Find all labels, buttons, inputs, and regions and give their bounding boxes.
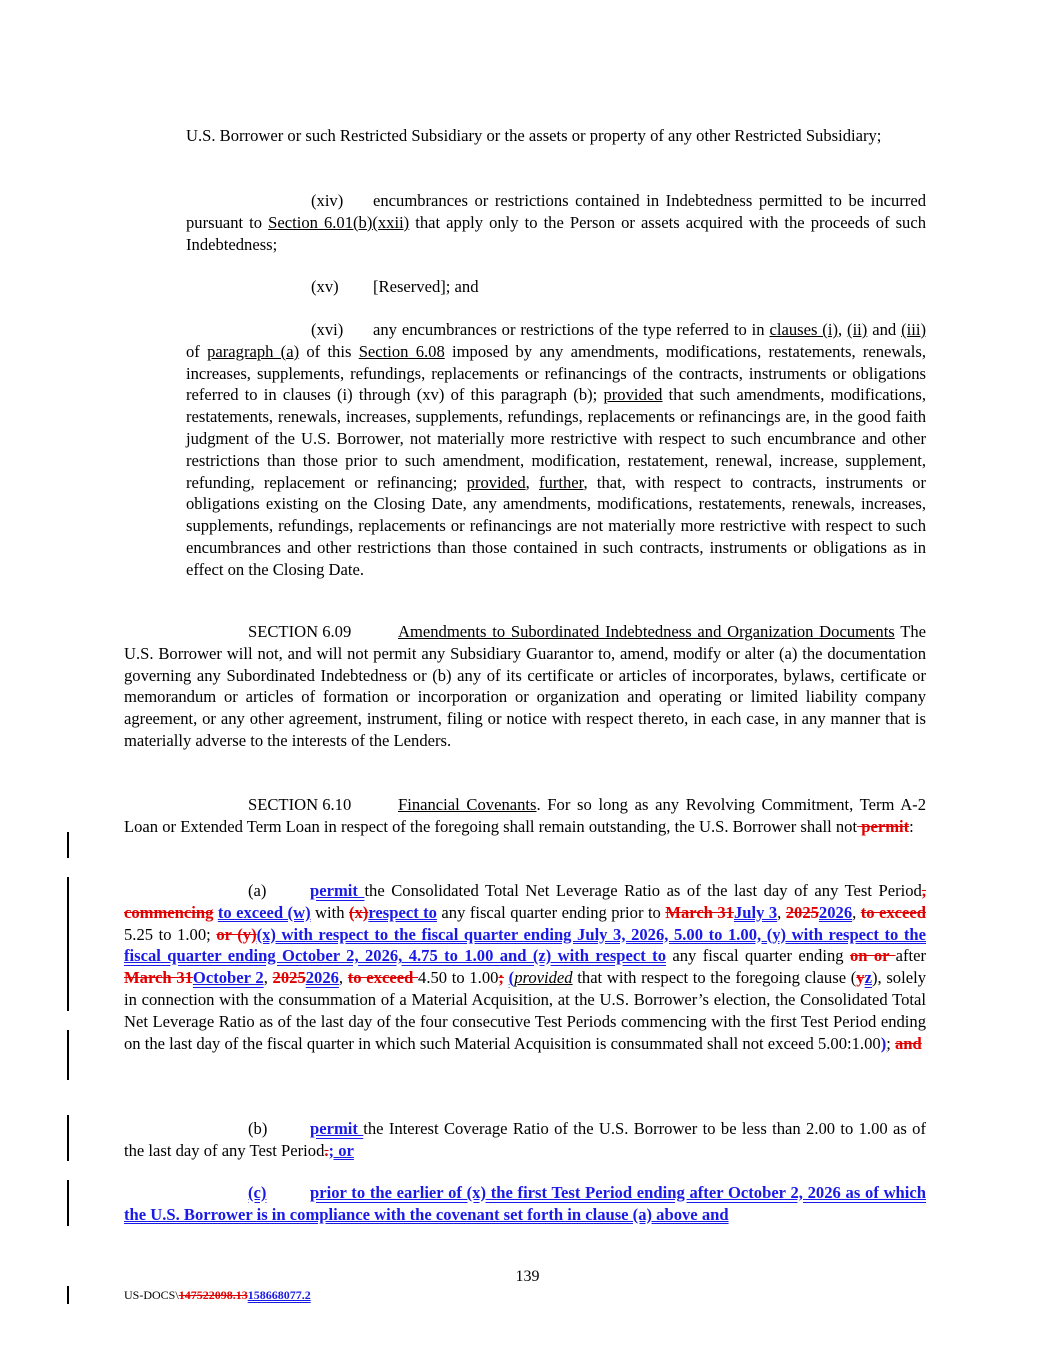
cross-reference: Section 6.01(b)(xxii) [268,212,410,232]
change-bar [67,1180,69,1226]
page-number: 139 [515,1268,540,1285]
cross-reference: (iii) [901,320,926,339]
section-number: SECTION 6.10 [248,795,352,814]
deleted-text: ; [498,968,504,988]
section-title: Amendments to Subordinated Indebtedness and Organization Documents [398,622,895,641]
change-bar [67,832,69,858]
defined-term: provided [514,968,573,988]
deleted-text: (x) [348,902,369,922]
clause-number: (xv) [311,277,339,296]
deleted-text: 2025 [272,968,306,988]
deleted-text: , commencing [124,881,926,922]
cross-reference: paragraph (a) [207,341,300,361]
clause-number: (xvi) [311,320,344,339]
inserted-text: respect to [368,902,437,922]
deleted-text: and [894,1033,922,1053]
deleted-text: permit [857,816,910,836]
inserted-text: (x) with respect to the fiscal quarter ending July 3, 2026, 5.00 to 1.00, (y) with respect to the fiscal quarter ending October 2, 2026, 4.75 to 1.00 and (z) with respect to [124,924,927,966]
inserted-text: ; or [328,1140,354,1160]
clause-c [124,1182,926,1226]
deleted-text: 147522098.13 [178,1288,248,1302]
inserted-text: permit [310,1119,364,1138]
inserted-text: permit [310,881,365,900]
deleted-text: to exceed [860,902,926,922]
section-title: Financial Covenants [398,795,537,814]
clause-b: (b) permit the Interest Coverage Ratio of the U.S. Borrower to be less than 2.00 to 1.00 as of the last day of any Test Period.; or [124,1119,926,1160]
clause-letter: (a) [248,881,267,900]
change-bar [67,1115,69,1161]
continuation-paragraph: U.S. Borrower or such Restricted Subsidiary or the assets or property of any other Restricted Subsidiary; [186,126,882,145]
deleted-text: on or [849,946,896,966]
deleted-text: March 31 [124,968,193,988]
cross-reference: (ii) [847,320,868,339]
inserted-text: ( [508,968,515,988]
inserted-text: October 2 [192,968,264,988]
clause-xvi: (xvi) any encumbrances or restrictions of the type referred to in clauses (i), (ii) and (iii) of paragraph (a) of this Section 6.08 imposed by any amendments, modifications, restatements, renewals, increases, supplements, refundings, replacements or refinancings of the contracts, instruments or obligations referred to in clauses (i) through (xv) of this paragraph (b); provided that such amendments, modifications, restatements, renewals, increases, supplements, refundings, replacements or refinancings are, in the good faith judgment of the U.S. Borrower, not materially more restrictive with respect to such encumbrance and other restrictions than those prior to such amendment, modification, restatement, renewal, increase, supplement, refunding, replacement or refinancing; provided, further, that, with respect to contracts, instruments or obligations existing on the Closing Date, any amendments, modifications, restatements, renewals, increases, supplements, refundings, replacements or refinancings are not materially more restrictive with respect to such encumbrances and other restrictions than those contained in such contracts, instruments or obligations as in effect on the Closing Date. [186,320,926,579]
section-6-09: SECTION 6.09 Amendments to Subordinated Indebtedness and Organization Documents The U.S. Borrower will not, and will not permit any Subsidiary Guarantor to, amend, modify or alter (a) the documentation governing any Subordinated Indebtedness or (b) any of its certificate or articles of incorporates, bylaws, certificate or memorandum or articles of formation or incorporation or organization and operating or limited liability company agreement, or any other agreement, instrument, filing or notice with respect thereto, in each case, in any manner that is materially adverse to the interests of the Lenders. [124,622,926,750]
clause-letter: (b) [248,1119,268,1138]
document-id: US-DOCS\147522098.13158668077.2 [124,1288,311,1302]
inserted-text: ) [880,1033,887,1053]
cross-reference: Section 6.08 [358,341,445,361]
inserted-text: 2026 [818,902,853,922]
defined-term: provided [466,472,526,492]
deleted-text: . [324,1140,329,1160]
clause-number: (xiv) [311,191,344,210]
inserted-text: z [864,968,872,988]
cross-reference: clauses (i) [769,320,838,339]
section-6-10: SECTION 6.10 Financial Covenants. For so long as any Revolving Commitment, Term A-2 Loan or Extended Term Loan in respect of the foregoing shall remain outstanding, the U.S. Borrower shall not permit: [124,795,926,836]
defined-term: provided [603,385,663,405]
inserted-text: 2026 [305,968,339,988]
section-number: SECTION 6.09 [248,622,352,641]
change-bar [67,1030,69,1080]
clause-xiv: (xiv) encumbrances or restrictions contained in Indebtedness permitted to be incurred pursuant to Section 6.01(b)(xxii) that apply only to the Person or assets acquired with the proceeds of such Indebtedness; [186,191,926,254]
clause-xv: (xv) [Reserved]; and [311,277,479,296]
inserted-text: prior to the earlier of (x) the first Test Period ending after October 2, 2026 as of which the U.S. Borrower is in compliance with the covenant set forth in clause (a) above and [124,1183,926,1224]
clause-letter: (c) [248,1183,267,1202]
clause-a: (a) permit the Consolidated Total Net Leverage Ratio as of the last day of any Test Period, commencing to exceed (w) with (x)respect to any fiscal quarter ending prior to March 31July 3, 20252026, to exceed 5.25 to 1.00; or (y)(x) with respect to the fiscal quarter ending July 3, 2026, 5.00 to 1.00, (y) with respect to the fiscal quarter ending October 2, 2026, 4.75 to 1.00 and (z) with respect to any fiscal quarter ending on or after March 31October 2, 20252026, to exceed 4.50 to 1.00; (provided that with respect to the foregoing clause (yz), solely in connection with the consummation of a Material Acquisition, at the U.S. Borrower’s election, the Consolidated Total Net Leverage Ratio as of the last day of the four consecutive Test Periods commencing with the first Test Period ending on the last day of the fiscal quarter in which such Material Acquisition is consummated shall not exceed 5.00:1.00); and [124,881,927,1053]
inserted-text: July 3 [733,902,778,922]
deleted-text: 2025 [785,902,819,922]
deleted-text: March 31 [665,902,734,922]
inserted-text: 158668077.2 [247,1288,311,1302]
inserted-text: to exceed (w) [217,902,311,922]
defined-term: further [539,472,584,492]
change-bar [67,1286,69,1304]
deleted-text: to exceed [347,968,419,988]
change-bar [67,877,69,1011]
deleted-text: or (y) [216,924,257,944]
deleted-text: y [856,968,865,988]
